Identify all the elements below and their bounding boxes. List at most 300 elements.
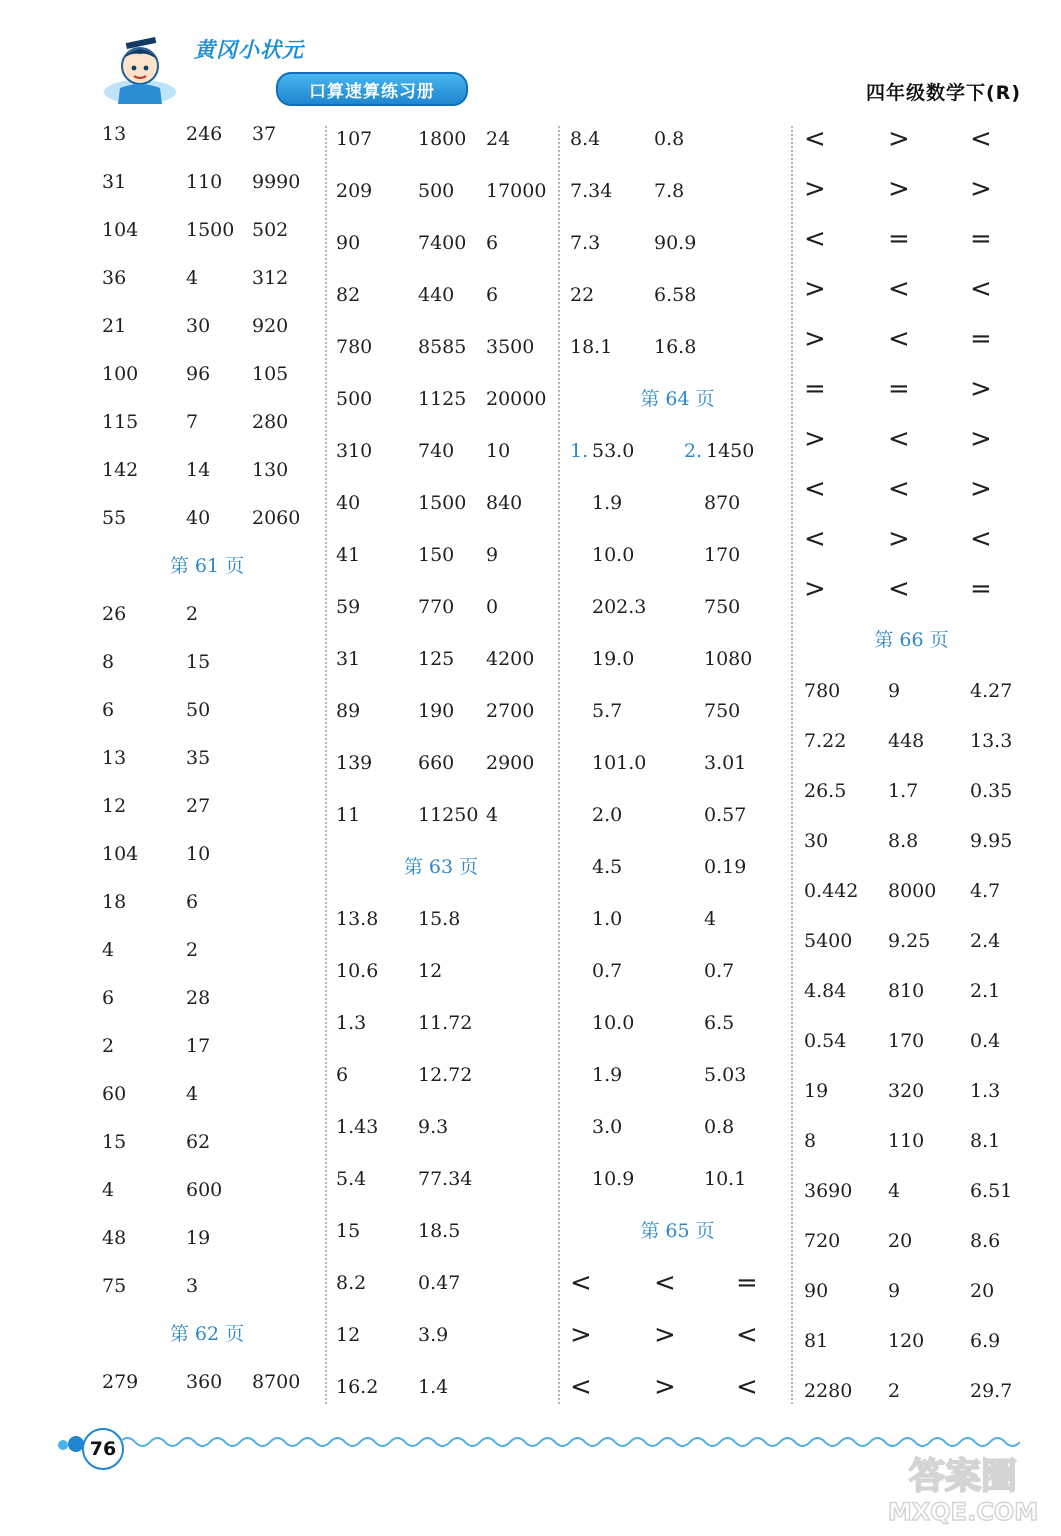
answer-row xyxy=(336,425,551,477)
answer-value: 1.7 xyxy=(888,780,919,802)
comparison-symbol: < xyxy=(888,474,910,504)
answer-value: 4.27 xyxy=(970,680,1013,702)
answer-value: 81 xyxy=(804,1330,829,1352)
comparison-symbol: = xyxy=(804,374,826,404)
answer-value: 9 xyxy=(486,544,499,566)
answer-value: 8 xyxy=(102,651,115,673)
answer-value: 190 xyxy=(418,700,455,722)
answer-value: 8700 xyxy=(252,1371,301,1393)
answer-row xyxy=(336,1205,551,1257)
answer-row xyxy=(336,1361,551,1413)
answer-value: 360 xyxy=(186,1371,223,1393)
answer-value: 10 xyxy=(486,440,511,462)
answer-value: 1.9 xyxy=(592,492,623,514)
answer-row xyxy=(102,1166,322,1214)
answer-value: 130 xyxy=(252,459,289,481)
answer-value: 209 xyxy=(336,180,373,202)
answer-row xyxy=(336,113,551,165)
answer-value: 7.22 xyxy=(804,730,847,752)
answer-row xyxy=(804,766,1024,816)
answer-row xyxy=(804,164,1024,214)
comparison-symbol: > xyxy=(654,1320,676,1350)
answer-row xyxy=(336,1153,551,1205)
answer-value: 740 xyxy=(418,440,455,462)
answer-row xyxy=(102,1022,322,1070)
answer-row xyxy=(102,878,322,926)
answer-value: 19 xyxy=(804,1080,829,1102)
answer-row xyxy=(102,494,322,542)
answer-block xyxy=(570,113,785,373)
answer-value: 3 xyxy=(186,1275,199,1297)
answer-value: 27 xyxy=(186,795,211,817)
answer-value: 7.8 xyxy=(654,180,685,202)
comparison-symbol: = xyxy=(970,324,992,354)
answer-value: 5.4 xyxy=(336,1168,367,1190)
answer-value: 1500 xyxy=(418,492,467,514)
answer-value: 279 xyxy=(102,1371,139,1393)
answer-column-2 xyxy=(336,110,551,1410)
answer-row xyxy=(570,425,785,477)
answer-value: 55 xyxy=(102,507,127,529)
answer-value: 6.51 xyxy=(970,1180,1013,1202)
answer-value: 142 xyxy=(102,459,139,481)
answer-value: 310 xyxy=(336,440,373,462)
answer-value: 0.8 xyxy=(654,128,685,150)
comparison-symbol: = xyxy=(970,574,992,604)
answer-value: 780 xyxy=(336,336,373,358)
answer-row xyxy=(336,789,551,841)
section-heading: 第 61 页 xyxy=(169,555,245,577)
answer-row xyxy=(336,997,551,1049)
decor-dot xyxy=(58,1440,68,1450)
answer-value: 720 xyxy=(804,1230,841,1252)
answer-row xyxy=(570,269,785,321)
mascot-icon xyxy=(100,32,182,108)
answer-value: 0.35 xyxy=(970,780,1013,802)
answer-value: 0 xyxy=(486,596,499,618)
answer-value: 0.7 xyxy=(704,960,735,982)
answer-row xyxy=(336,1257,551,1309)
comparison-symbol: < xyxy=(888,574,910,604)
answer-value: 36 xyxy=(102,267,127,289)
answer-value: 3.01 xyxy=(704,752,747,774)
answer-value: 502 xyxy=(252,219,289,241)
answer-row xyxy=(102,590,322,638)
answer-value: 8000 xyxy=(888,880,937,902)
answer-row xyxy=(336,945,551,997)
comparison-symbol: < xyxy=(888,324,910,354)
answer-value: 280 xyxy=(252,411,289,433)
answer-value: 17 xyxy=(186,1035,211,1057)
answer-value: 12.72 xyxy=(418,1064,473,1086)
answer-row xyxy=(570,217,785,269)
answer-value: 96 xyxy=(186,363,211,385)
question-number: 1. xyxy=(570,440,589,462)
answer-value: 16.2 xyxy=(336,1376,379,1398)
answer-row xyxy=(102,302,322,350)
answer-row xyxy=(102,830,322,878)
answer-row xyxy=(336,165,551,217)
answer-value: 11250 xyxy=(418,804,479,826)
answer-value: 104 xyxy=(102,219,139,241)
answer-row xyxy=(336,581,551,633)
section-heading: 第 66 页 xyxy=(874,629,949,651)
answer-value: 1.4 xyxy=(418,1376,449,1398)
answer-value: 19 xyxy=(186,1227,211,1249)
answer-row xyxy=(102,782,322,830)
answer-value: 2.1 xyxy=(970,980,1001,1002)
answer-value: 150 xyxy=(418,544,455,566)
answer-value: 5.03 xyxy=(704,1064,747,1086)
answer-row xyxy=(570,789,785,841)
section-heading: 第 64 页 xyxy=(640,388,715,410)
answer-value: 312 xyxy=(252,267,289,289)
answer-value: 26 xyxy=(102,603,127,625)
comparison-symbol: < xyxy=(570,1372,592,1402)
answer-value: 8.8 xyxy=(888,830,919,852)
answer-value: 101.0 xyxy=(592,752,647,774)
answer-row xyxy=(336,633,551,685)
comparison-symbol: < xyxy=(970,274,992,304)
answer-value: 920 xyxy=(252,315,289,337)
answer-row xyxy=(804,1316,1024,1366)
answer-value: 780 xyxy=(804,680,841,702)
answer-row xyxy=(336,1049,551,1101)
page-number: 76 xyxy=(82,1428,124,1470)
answer-value: 4 xyxy=(186,1083,199,1105)
answer-value: 2 xyxy=(186,939,199,961)
answer-value: 8.2 xyxy=(336,1272,367,1294)
answer-row xyxy=(570,1309,785,1361)
answer-row xyxy=(102,1358,322,1406)
answer-value: 77.34 xyxy=(418,1168,473,1190)
answer-row xyxy=(804,666,1024,716)
answer-value: 246 xyxy=(186,123,223,145)
answer-value: 6 xyxy=(336,1064,349,1086)
comparison-symbol: < xyxy=(888,274,910,304)
answer-value: 10.9 xyxy=(592,1168,635,1190)
answer-value: 14 xyxy=(186,459,211,481)
answer-block xyxy=(336,893,551,1413)
answer-row xyxy=(570,1257,785,1309)
answer-value: 13 xyxy=(102,747,127,769)
answer-row xyxy=(804,314,1024,364)
answer-value: 4200 xyxy=(486,648,535,670)
answer-value: 125 xyxy=(418,648,455,670)
answer-row xyxy=(102,110,322,158)
answer-row xyxy=(336,373,551,425)
answer-block xyxy=(336,113,551,841)
comparison-symbol: < xyxy=(736,1320,758,1350)
answer-value: 0.47 xyxy=(418,1272,461,1294)
comparison-symbol: > xyxy=(654,1372,676,1402)
answer-value: 15 xyxy=(186,651,211,673)
question-number: 2. xyxy=(684,440,703,462)
answer-value: 115 xyxy=(102,411,139,433)
answer-value: 6.5 xyxy=(704,1012,735,1034)
answer-column-4 xyxy=(804,110,1024,1410)
answer-value: 320 xyxy=(888,1080,925,1102)
answer-value: 2280 xyxy=(804,1380,853,1402)
answer-row xyxy=(102,638,322,686)
answer-value: 21 xyxy=(102,315,127,337)
answer-value: 4.5 xyxy=(592,856,623,878)
comparison-symbol: < xyxy=(804,524,826,554)
page-header xyxy=(0,0,1061,120)
answer-value: 20 xyxy=(888,1230,913,1252)
answer-value: 0.7 xyxy=(592,960,623,982)
answer-value: 9 xyxy=(888,1280,901,1302)
answer-value: 10 xyxy=(186,843,211,865)
answer-value: 1800 xyxy=(418,128,467,150)
answer-value: 4 xyxy=(102,939,115,961)
comparison-symbol: > xyxy=(970,374,992,404)
answer-value: 0.8 xyxy=(704,1116,735,1138)
answer-row xyxy=(570,685,785,737)
answer-row xyxy=(570,113,785,165)
answer-value: 30 xyxy=(186,315,211,337)
answer-row xyxy=(102,254,322,302)
comparison-symbol: < xyxy=(970,524,992,554)
answer-value: 170 xyxy=(704,544,741,566)
answer-value: 448 xyxy=(888,730,925,752)
answer-value: 6.58 xyxy=(654,284,697,306)
answer-value: 500 xyxy=(336,388,373,410)
answer-row xyxy=(804,364,1024,414)
book-subtitle: 口算速算练习册 xyxy=(276,72,468,106)
answer-value: 1.9 xyxy=(592,1064,623,1086)
answer-value: 35 xyxy=(186,747,211,769)
answer-value: 2.4 xyxy=(970,930,1001,952)
answer-row xyxy=(102,974,322,1022)
answer-value: 9.25 xyxy=(888,930,931,952)
answer-row xyxy=(570,1101,785,1153)
answer-row xyxy=(102,686,322,734)
answer-row xyxy=(804,564,1024,614)
answer-value: 4 xyxy=(704,908,717,930)
answer-row xyxy=(804,1016,1024,1066)
answer-value: 7.34 xyxy=(570,180,613,202)
answer-value: 59 xyxy=(336,596,361,618)
answer-value: 18.1 xyxy=(570,336,613,358)
comparison-symbol: < xyxy=(570,1268,592,1298)
answer-row xyxy=(804,716,1024,766)
svg-text:答案圈: 答案圈 xyxy=(908,1456,1018,1497)
answer-value: 90 xyxy=(336,232,361,254)
answer-value: 82 xyxy=(336,284,361,306)
answer-row xyxy=(102,158,322,206)
answer-value: 18 xyxy=(102,891,127,913)
comparison-symbol: > xyxy=(888,124,910,154)
answer-row xyxy=(804,1166,1024,1216)
answer-value: 9.3 xyxy=(418,1116,449,1138)
comparison-symbol: < xyxy=(804,124,826,154)
answer-value: 3.9 xyxy=(418,1324,449,1346)
comparison-symbol: = xyxy=(888,224,910,254)
answer-value: 440 xyxy=(418,284,455,306)
answer-value: 31 xyxy=(102,171,127,193)
answer-value: 8585 xyxy=(418,336,467,358)
answer-value: 12 xyxy=(336,1324,361,1346)
answer-row xyxy=(804,464,1024,514)
answer-value: 1500 xyxy=(186,219,235,241)
answer-block xyxy=(102,110,322,542)
comparison-symbol: < xyxy=(804,474,826,504)
answer-value: 15 xyxy=(102,1131,127,1153)
answer-value: 13.3 xyxy=(970,730,1013,752)
answer-row xyxy=(102,1118,322,1166)
answer-block xyxy=(570,477,785,1205)
section-heading: 第 65 页 xyxy=(640,1220,715,1242)
answer-value: 10.0 xyxy=(592,1012,635,1034)
comparison-symbol: < xyxy=(736,1372,758,1402)
answer-value: 17000 xyxy=(486,180,547,202)
answer-value: 48 xyxy=(102,1227,127,1249)
comparison-symbol: = xyxy=(888,374,910,404)
answer-row xyxy=(804,866,1024,916)
answer-value: 2 xyxy=(102,1035,115,1057)
answer-block xyxy=(102,590,322,1310)
answer-value: 1450 xyxy=(706,440,755,462)
answer-value: 840 xyxy=(486,492,523,514)
answer-row xyxy=(102,926,322,974)
answer-value: 7 xyxy=(186,411,199,433)
answer-value: 2060 xyxy=(252,507,301,529)
watermark-logo xyxy=(883,1440,1043,1530)
answer-row xyxy=(804,114,1024,164)
answer-value: 4 xyxy=(186,267,199,289)
comparison-symbol: > xyxy=(804,324,826,354)
answer-value: 600 xyxy=(186,1179,223,1201)
comparison-symbol: < xyxy=(888,424,910,454)
answer-value: 4.7 xyxy=(970,880,1001,902)
answer-value: 1.3 xyxy=(336,1012,367,1034)
answer-value: 0.4 xyxy=(970,1030,1001,1052)
comparison-symbol: > xyxy=(804,274,826,304)
answer-value: 4 xyxy=(486,804,499,826)
answer-value: 4.84 xyxy=(804,980,847,1002)
answer-value: 6 xyxy=(102,987,115,1009)
answer-value: 500 xyxy=(418,180,455,202)
answer-value: 8.4 xyxy=(570,128,601,150)
answer-value: 9.95 xyxy=(970,830,1013,852)
answer-value: 30 xyxy=(804,830,829,852)
answer-row xyxy=(570,997,785,1049)
answer-value: 75 xyxy=(102,1275,127,1297)
answer-row xyxy=(804,1066,1024,1116)
answer-value: 20000 xyxy=(486,388,547,410)
answer-value: 1.43 xyxy=(336,1116,379,1138)
answer-column-1 xyxy=(102,110,322,1410)
answer-value: 8 xyxy=(804,1130,817,1152)
comparison-symbol: < xyxy=(654,1268,676,1298)
answer-row xyxy=(570,1049,785,1101)
answer-value: 810 xyxy=(888,980,925,1002)
comparison-symbol: > xyxy=(804,174,826,204)
answer-value: 10.6 xyxy=(336,960,379,982)
answer-row xyxy=(804,1366,1024,1416)
answer-row xyxy=(336,737,551,789)
answer-value: 40 xyxy=(336,492,361,514)
comparison-symbol: > xyxy=(888,524,910,554)
comparison-symbol: > xyxy=(888,174,910,204)
answer-value: 770 xyxy=(418,596,455,618)
answer-row xyxy=(336,217,551,269)
answer-row xyxy=(336,529,551,581)
column-divider xyxy=(558,126,560,1404)
answer-value: 202.3 xyxy=(592,596,647,618)
answer-value: 3690 xyxy=(804,1180,853,1202)
comparison-symbol: > xyxy=(570,1320,592,1350)
answer-value: 110 xyxy=(186,171,223,193)
answer-value: 110 xyxy=(888,1130,925,1152)
answer-value: 12 xyxy=(418,960,443,982)
answer-value: 750 xyxy=(704,596,741,618)
answer-row xyxy=(804,966,1024,1016)
comparison-symbol: = xyxy=(970,224,992,254)
answer-row xyxy=(804,916,1024,966)
answer-value: 0.442 xyxy=(804,880,859,902)
answer-value: 750 xyxy=(704,700,741,722)
answer-row xyxy=(570,581,785,633)
answer-row xyxy=(804,414,1024,464)
answer-value: 3500 xyxy=(486,336,535,358)
answer-row xyxy=(102,734,322,782)
answer-value: 13 xyxy=(102,123,127,145)
answer-value: 0.19 xyxy=(704,856,747,878)
answer-value: 89 xyxy=(336,700,361,722)
answer-row xyxy=(570,841,785,893)
answer-value: 9990 xyxy=(252,171,301,193)
answer-value: 10.1 xyxy=(704,1168,747,1190)
answer-value: 37 xyxy=(252,123,277,145)
answer-value: 170 xyxy=(888,1030,925,1052)
answer-value: 1.0 xyxy=(592,908,623,930)
answer-row xyxy=(102,1262,322,1310)
answer-value: 120 xyxy=(888,1330,925,1352)
answer-row xyxy=(336,477,551,529)
answer-row xyxy=(336,1101,551,1153)
column-divider xyxy=(325,126,327,1404)
answer-value: 60 xyxy=(102,1083,127,1105)
grade-label: 四年级数学下(R) xyxy=(866,82,1021,104)
answer-value: 29.7 xyxy=(970,1380,1013,1402)
answer-row xyxy=(336,321,551,373)
answer-row xyxy=(804,514,1024,564)
answer-value: 11 xyxy=(336,804,361,826)
answer-row xyxy=(570,529,785,581)
answer-row xyxy=(804,816,1024,866)
answer-row xyxy=(804,264,1024,314)
answer-value: 870 xyxy=(704,492,741,514)
answer-value: 0.57 xyxy=(704,804,747,826)
answer-value: 15 xyxy=(336,1220,361,1242)
answer-row xyxy=(102,446,322,494)
answer-row xyxy=(102,1070,322,1118)
answer-value: 660 xyxy=(418,752,455,774)
answer-value: 1080 xyxy=(704,648,753,670)
answer-value: 12 xyxy=(102,795,127,817)
answer-value: 139 xyxy=(336,752,373,774)
answer-value: 11.72 xyxy=(418,1012,473,1034)
answer-value: 2 xyxy=(888,1380,901,1402)
answer-value: 104 xyxy=(102,843,139,865)
answer-row xyxy=(804,214,1024,264)
answer-row xyxy=(102,1214,322,1262)
answer-row xyxy=(804,1266,1024,1316)
answer-value: 50 xyxy=(186,699,211,721)
answer-row xyxy=(102,350,322,398)
